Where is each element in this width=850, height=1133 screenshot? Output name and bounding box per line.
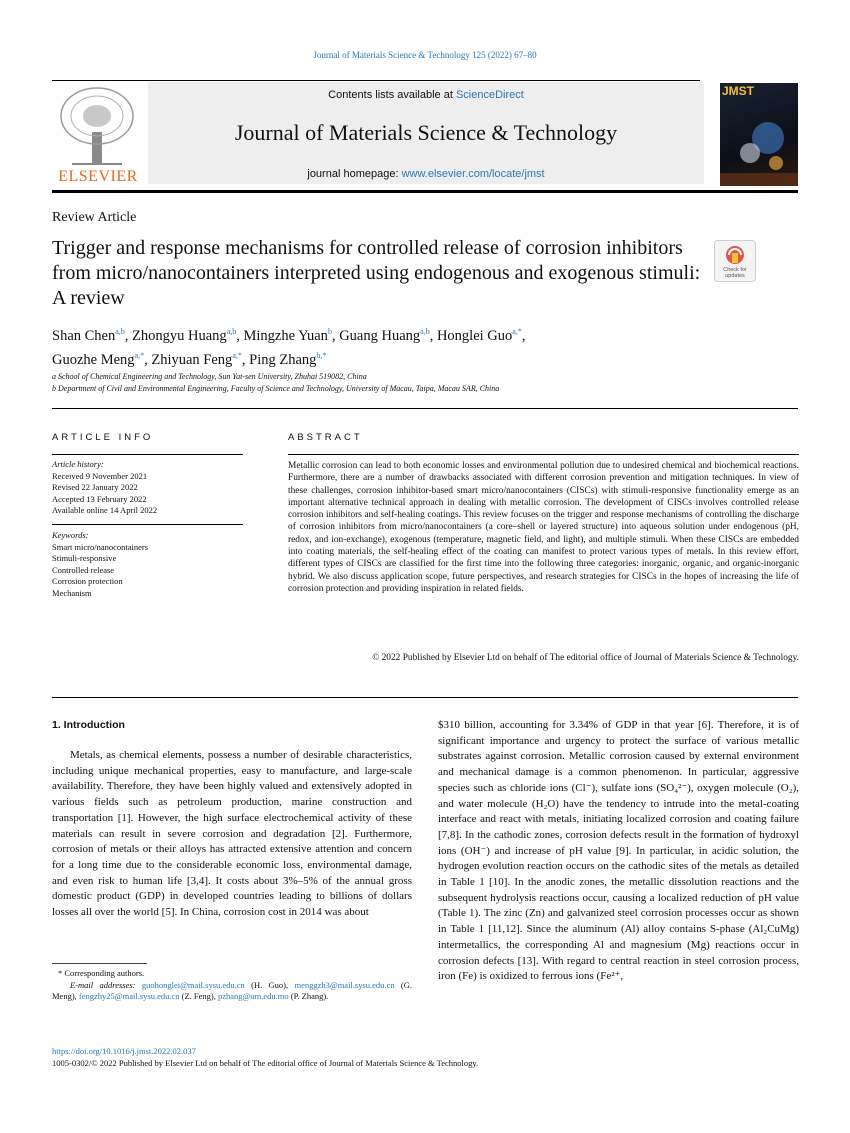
article-info-heading: ARTICLE INFO — [52, 432, 154, 443]
body-right-column — [438, 718, 799, 985]
issn-line: 1005-0302/© 2022 Published by Elsevier Ltd on behalf of The editorial office of Journal of Materials Science & Technology. — [52, 1058, 479, 1068]
homepage-prefix: journal homepage: — [307, 168, 399, 180]
email-link[interactable]: guohonglei@mail.sysu.edu.cn — [141, 979, 245, 990]
keyword: Stimuli-responsive — [52, 553, 117, 563]
keyword: Corrosion protection — [52, 576, 123, 586]
keyword: Smart micro/nanocontainers — [52, 541, 149, 552]
crossmark-label: Check for updates — [723, 267, 747, 279]
history-received: Received 9 November 2021 — [52, 470, 148, 481]
affiliation-b: b Department of Civil and Environmental Engineering, Faculty of Science and Technology, University of Macau, Taipa, Macau SAR, China — [52, 384, 500, 393]
body-paragraph: Metals, as chemical elements, possess a number of desirable characteristics, including unique mechanical properties, easy to manufacture, and large-scale availability. Therefore, they have been highly valued and extensively adopted in various fields such as petroleum production, marine construction and transportation [1]. However, the high surface electrochemical activity of these materials can result in severe corrosion and degradation [2]. Furthermore, corrosion of metals or their alloys has attracted extensive attention and concern for a long time due to the considerable economic loss, environmental damage, and even risk to human life [3,4]. It costs about 3%–5% of the annual gross domestic product (GDP) in developed countries leading to billions of dollars losses all over the world [5]. In China, corrosion cost in 2014 was about — [52, 749, 412, 919]
email-addresses: E-mail addresses: guohonglei@mail.sysu.edu.cn (H. Guo), menggzh3@mail.sysu.edu.cn (G. Meng), fengzhy25@mail.sysu.edu.cn (Z. Feng), pzhang@um.edu.mo (P. Zhang). — [52, 979, 413, 1001]
body-paragraph: $310 billion, accounting for 3.34% of GDP in that year [6]. Therefore, it is of significant importance and urgency to protect the surface of various metallic substrates against corrosion. Metallic corrosion caused by external environment and mechanical damage is a common phenomenon. In particular, aggressive species such as chloride ions (Cl⁻), sulfate ions (SO₄²⁻), oxygen molecule (O₂), and water molecule (H₂O) have the tendency to intrude into the metal-coating interface and react with metals, initiating localized corrosion and coating failure [7,8]. In the cathodic zones, corrosion defects result in the formation of hydroxyl ions (OH⁻) and increase of pH value [9]. In particular, in acidic solution, the hydrogen evolution reaction occurs on the cathodic sites of the metals as detailed in Table 1 [10]. In the anodic zones, the metallic dissolution reactions and the subsequent hydrolysis reactions occur, causing a localized reduction of pH value (Table 1). The zinc (Zn) and galvanized steel corrosion processes occur as shown in Table 1 [11,12]. Since the aluminum (Al) alloy contains S-phase (Al₂CuMg) intermetallics, the corresponding Al and magnesium (Mg) reactions occur in corrosion defects [13]. With regard to central reaction in steel corrosion process, iron (Fe) is oxidized to ferrous ions (Fe²⁺, — [438, 719, 799, 983]
abstract-copyright: © 2022 Published by Elsevier Ltd on behalf of The editorial office of Journal of Materials Science & Technology. — [372, 653, 799, 663]
author[interactable]: Honglei Guo$^{a,*}$, — [436, 327, 526, 344]
keywords-block — [52, 530, 243, 599]
author[interactable]: Ping Zhang$^{b,*}$ — [249, 350, 327, 368]
doi-link[interactable]: https://doi.org/10.1016/j.jmst.2022.02.037 — [52, 1046, 196, 1056]
affiliations — [52, 371, 798, 395]
doi-block — [52, 1045, 478, 1069]
footnote-rule — [52, 963, 147, 964]
abstract-heading: ABSTRACT — [288, 432, 363, 443]
corresponding-note: * Corresponding authors. — [58, 968, 145, 978]
contents-prefix: Contents lists available at — [328, 89, 453, 101]
body-left-column — [52, 748, 412, 921]
author[interactable]: Shan Chen$^{a,b}$, — [52, 327, 133, 344]
history-label: Article history: — [52, 459, 104, 469]
abstract-text: Metallic corrosion can lead to both economic losses and environmental pollution due to undesired chemical and biochemical reactions. Furthermore, there are a number of drawbacks associated with different corrosion prevention and mitigation techniques. In view of these challenges, corrosion inhibitor-based smart micro/nanocontainers (CISCs) with stimuli-responsive functionality emerge as an important alternative technical approach in dealing with metallic corrosion. The development of CISCs involves controlled release corrosion inhibitors and self-healing coatings. This review focuses on the trigger and response mechanisms of controlling the discharge of corrosion inhibitors from micro/nanocontainers (a core–shell or layered structure) into aqueous solution under endogenous (pH, redox, and ion-exchange), exogenous (temperature, magnetic field, and light), and multiple stimuli. When these CISCs are embedded into coating materials, the self-healing effect of the coating can manifest to protect various types of metals. In this review effort, different types of CISCs are classified for the first time into the following three categories: inorganic, organic, and organic-inorganic hybrid. We also discuss application scope, future perspectives, and research strategies for CISCs in the hopes of increasing the life of corrosion protection and providing inspiration in related fields. — [288, 461, 799, 594]
journal-cover-image[interactable] — [720, 83, 798, 186]
header-bottom-rule — [52, 190, 798, 193]
header-top-rule — [52, 80, 700, 81]
footnotes — [52, 968, 412, 1003]
homepage-line — [148, 168, 704, 180]
article-info-rule — [52, 454, 243, 455]
check-for-updates-button[interactable] — [714, 240, 756, 282]
author[interactable]: Mingzhe Yuan$^b$, — [243, 327, 340, 344]
keywords-rule — [52, 524, 243, 525]
cover-jmst-logo: JMST — [722, 84, 755, 98]
article-type: Review Article — [52, 210, 137, 225]
author-list — [52, 322, 692, 370]
history-online: Available online 14 April 2022 — [52, 505, 158, 515]
author[interactable]: Guang Huang$^{a,b}$, — [339, 327, 437, 344]
article-history — [52, 459, 243, 517]
section-heading: 1. Introduction — [52, 719, 125, 731]
journal-title: Journal of Materials Science & Technology — [234, 120, 618, 145]
abstract-rule — [288, 454, 799, 455]
homepage-link[interactable]: www.elsevier.com/locate/jmst — [401, 168, 545, 180]
article-title: Trigger and response mechanisms for controlled release of corrosion inhibitors from micro/nanocontainers interpreted using endogenous and exogenous stimuli: A review — [52, 237, 701, 309]
email-link[interactable]: menggzh3@mail.sysu.edu.cn — [294, 979, 395, 990]
email-link[interactable]: pzhang@um.edu.mo — [218, 991, 289, 1001]
affiliation-a: a School of Chemical Engineering and Technology, Sun Yat-sen University, Zhuhai 519082, China — [52, 372, 367, 381]
affiliation-divider — [52, 408, 798, 409]
elsevier-wordmark: ELSEVIER — [58, 168, 138, 185]
history-revised: Revised 22 January 2022 — [52, 482, 138, 492]
author[interactable]: Zhongyu Huang$^{a,b}$, — [132, 327, 244, 344]
keyword: Mechanism — [52, 587, 92, 598]
history-accepted: Accepted 13 February 2022 — [52, 493, 147, 504]
author[interactable]: Guozhe Meng$^{a,*}$, — [52, 350, 152, 368]
cover-art-icon — [720, 83, 798, 186]
sciencedirect-link[interactable]: ScienceDirect — [455, 89, 524, 101]
abstract-bottom-rule — [52, 697, 798, 698]
email-link[interactable]: fengzhy25@mail.sysu.edu.cn — [78, 991, 180, 1001]
journal-citation[interactable]: Journal of Materials Science & Technology 125 (2022) 67–80 — [313, 50, 537, 60]
keyword: Controlled release — [52, 564, 115, 575]
contents-line — [148, 89, 704, 101]
author[interactable]: Zhiyuan Feng$^{a,*}$, — [151, 350, 250, 368]
keywords-label: Keywords: — [52, 530, 89, 540]
